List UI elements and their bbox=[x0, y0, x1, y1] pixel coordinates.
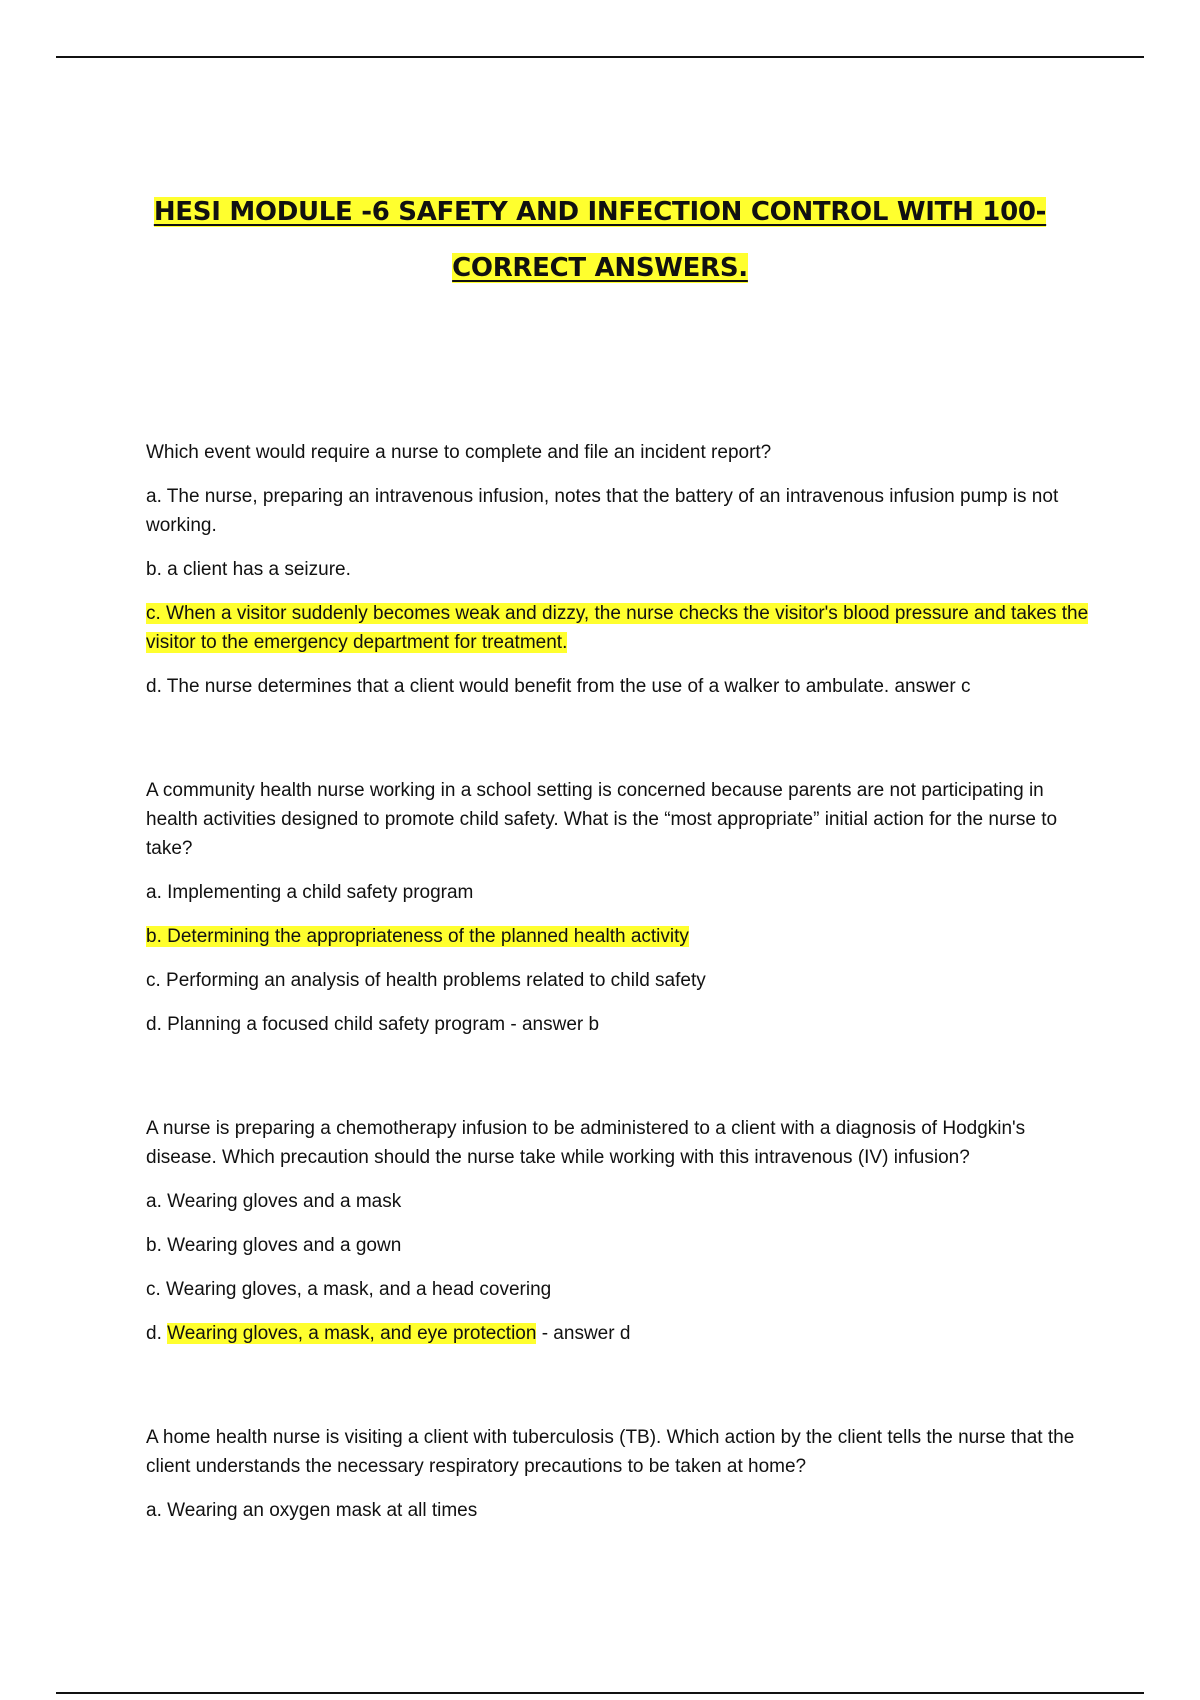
correct-answer-highlight: Wearing gloves, a mask, and eye protection bbox=[167, 1323, 537, 1344]
option-a: a. Wearing an oxygen mask at all times bbox=[146, 1500, 478, 1521]
option-a: a. Implementing a child safety program bbox=[146, 882, 474, 903]
option-b-correct bbox=[146, 922, 1096, 951]
correct-answer-highlight: b. Determining the appropriateness of the planned health activity bbox=[146, 926, 689, 947]
correct-answer-highlight: c. When a visitor suddenly becomes weak and dizzy, the nurse checks the visitor's blood pressure and takes the visitor to the emergency department for treatment. bbox=[146, 603, 1089, 653]
option-d-suffix: - answer d bbox=[536, 1323, 631, 1344]
question-3 bbox=[146, 1114, 1096, 1348]
option-d: d. The nurse determines that a client would benefit from the use of a walker to ambulate. answer c bbox=[146, 676, 971, 697]
document-title bbox=[60, 184, 1140, 296]
question-list bbox=[146, 438, 1096, 1600]
option-c: c. Wearing gloves, a mask, and a head covering bbox=[146, 1279, 552, 1300]
question-stem: A community health nurse working in a school setting is concerned because parents are not participating in health activities designed to promote child safety. What is the “most appropriate” initial action for the nurse to take? bbox=[146, 780, 1058, 859]
question-4 bbox=[146, 1423, 1096, 1525]
option-c-correct bbox=[146, 599, 1096, 657]
question-stem: A nurse is preparing a chemotherapy infusion to be administered to a client with a diagnosis of Hodgkin's disease. Which precaution should the nurse take while working with this intravenous (IV) infusion? bbox=[146, 1118, 1026, 1168]
question-stem: A home health nurse is visiting a client with tuberculosis (TB). Which action by the client tells the nurse that the client understands the necessary respiratory precautions to be taken at home? bbox=[146, 1427, 1075, 1477]
option-b: b. a client has a seizure. bbox=[146, 559, 351, 580]
option-d-prefix: d. bbox=[146, 1323, 168, 1344]
option-a: a. Wearing gloves and a mask bbox=[146, 1191, 402, 1212]
header-rule bbox=[56, 56, 1144, 58]
option-d-correct bbox=[146, 1319, 1096, 1348]
question-1 bbox=[146, 438, 1096, 701]
option-d: d. Planning a focused child safety program - answer b bbox=[146, 1014, 600, 1035]
option-b: b. Wearing gloves and a gown bbox=[146, 1235, 402, 1256]
option-a: a. The nurse, preparing an intravenous infusion, notes that the battery of an intravenous infusion pump is not working. bbox=[146, 486, 1059, 536]
question-stem: Which event would require a nurse to complete and file an incident report? bbox=[146, 442, 772, 463]
title-line-2: CORRECT ANSWERS. bbox=[452, 253, 748, 283]
option-c: c. Performing an analysis of health problems related to child safety bbox=[146, 970, 706, 991]
title-line-1: HESI MODULE -6 SAFETY AND INFECTION CONTROL WITH 100- bbox=[153, 197, 1047, 227]
question-2 bbox=[146, 776, 1096, 1039]
footer-rule bbox=[56, 1692, 1144, 1694]
